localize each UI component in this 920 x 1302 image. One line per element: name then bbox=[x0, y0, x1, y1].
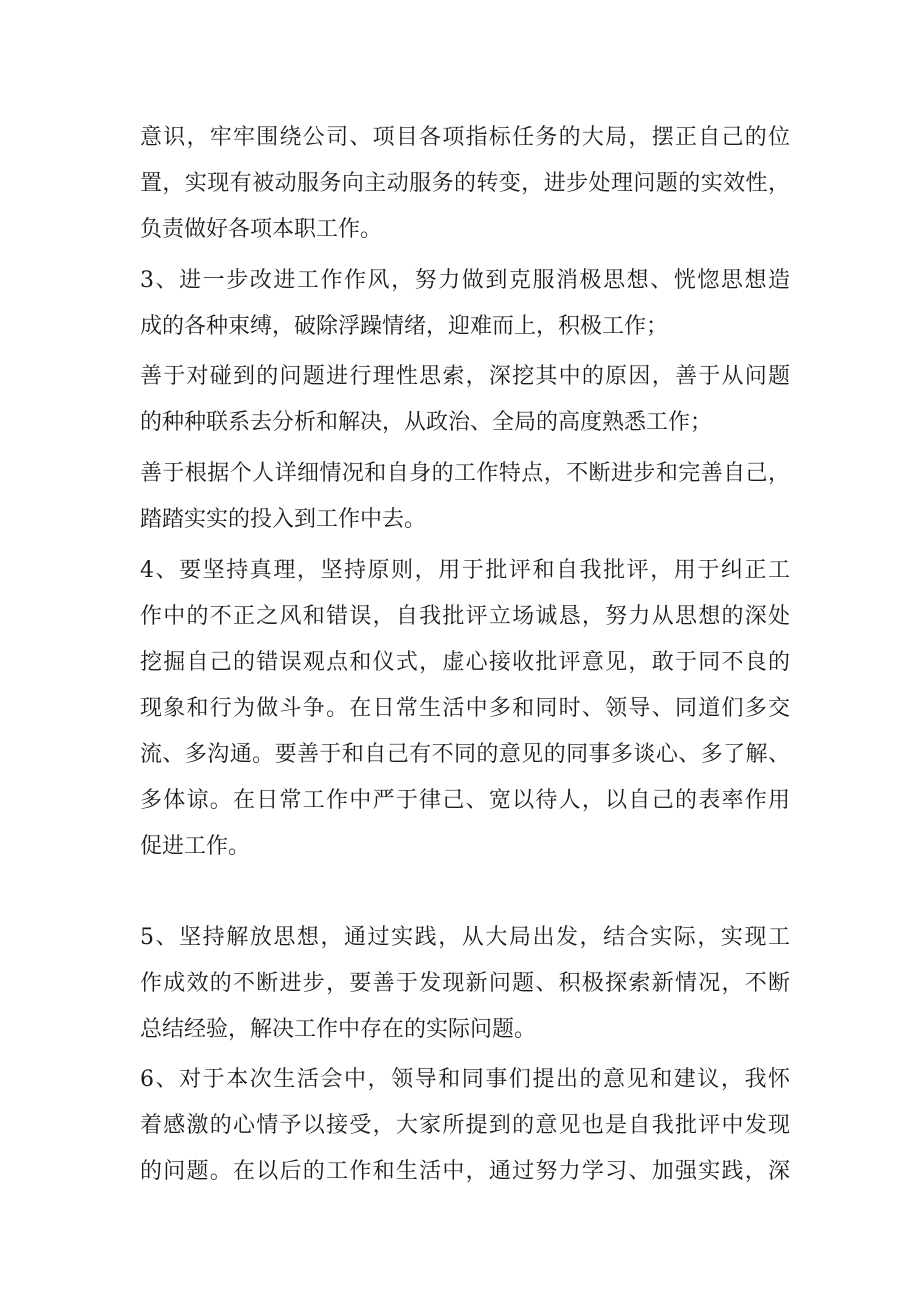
text-line: 意识，牢牢围绕公司、项目各项指标任务的大局，摆正自己的位 bbox=[140, 125, 790, 150]
text-line: 多体谅。在日常工作中严于律己、宽以待人，以自己的表率作用 bbox=[140, 788, 790, 813]
text-line: 促进工作。 bbox=[140, 834, 251, 859]
text-line: 总结经验，解决工作中存在的实际问题。 bbox=[140, 1017, 537, 1042]
text-line: 负责做好各项本职工作。 bbox=[140, 217, 383, 242]
text-line: 的种种联系去分析和解决，从政治、全局的高度熟悉工作； bbox=[140, 410, 713, 435]
text-line: 6、对于本次生活会中，领导和同事们提出的意见和建议，我怀 bbox=[140, 1067, 790, 1092]
text-line: 成的各种束缚，破除浮躁情绪，迎难而上，积极工作； bbox=[140, 314, 669, 339]
text-line: 挖掘自己的错误观点和仪式，虚心接收批评意见，敢于同不良的 bbox=[140, 650, 790, 675]
text-line: 5、坚持解放思想，通过实践，从大局出发，结合实际，实现工 bbox=[140, 925, 790, 950]
text-line: 踏踏实实的投入到工作中去。 bbox=[140, 507, 427, 532]
text-line: 4、要坚持真理，坚持原则，用于批评和自我批评，用于纠正工 bbox=[140, 558, 790, 583]
text-line: 善于对碰到的问题进行理性思索，深挖其中的原因，善于从问题 bbox=[140, 364, 790, 389]
text-line: 作成效的不断进步，要善于发现新问题、积极探索新情况，不断 bbox=[140, 971, 790, 996]
text-line: 现象和行为做斗争。在日常生活中多和同时、领导、同道们多交 bbox=[140, 696, 790, 721]
text-line: 善于根据个人详细情况和自身的工作特点，不断进步和完善自己， bbox=[140, 461, 790, 486]
text-line: 着感激的心情予以接受，大家所提到的意见也是自我批评中发现 bbox=[140, 1113, 790, 1138]
text-line: 的问题。在以后的工作和生活中，通过努力学习、加强实践，深 bbox=[140, 1159, 790, 1184]
text-line: 3、进一步改进工作作风，努力做到克服消极思想、恍惚思想造 bbox=[140, 268, 790, 293]
text-line: 流、多沟通。要善于和自己有不同的意见的同事多谈心、多了解、 bbox=[140, 742, 790, 767]
text-line: 作中的不正之风和错误，自我批评立场诚恳，努力从思想的深处 bbox=[140, 604, 790, 629]
text-line: 置，实现有被动服务向主动服务的转变，进步处理问题的实效性， bbox=[140, 171, 790, 196]
